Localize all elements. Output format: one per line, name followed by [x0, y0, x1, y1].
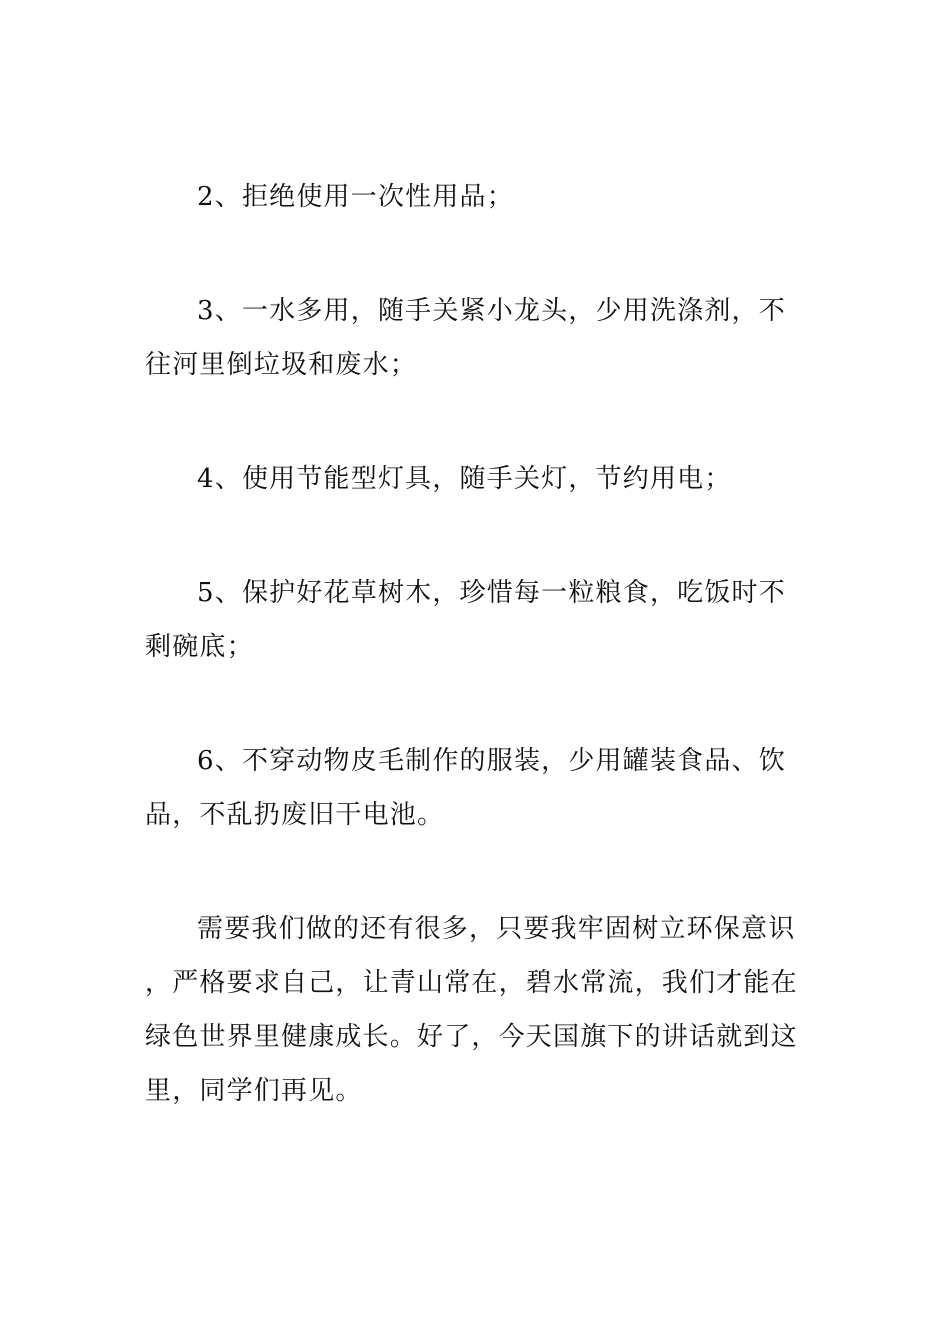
paragraph-item-3: 3、一水多用，随手关紧小龙头，少用洗涤剂，不往河里倒垃圾和废水；: [145, 296, 786, 380]
document-body: [145, 170, 810, 1118]
closing-paragraph: 需要我们做的还有很多，只要我牢固树立环保意识，严格要求自己，让青山常在，碧水常流，我们才能在绿色世界里健康成长。好了，今天国旗下的讲话就到这里，同学们再见。: [145, 914, 798, 1106]
paragraph-item-4: 4、使用节能型灯具，随手关灯，节约用电；: [197, 464, 732, 494]
paragraph-item-2: 2、拒绝使用一次性用品；: [197, 182, 514, 212]
paragraph-item-6: 6、不穿动物皮毛制作的服装，少用罐装食品、饮品，不乱扔废旧干电池。: [145, 746, 786, 830]
paragraph-item-5: 5、保护好花草树木，珍惜每一粒粮食，吃饭时不剩碗底；: [145, 578, 786, 662]
